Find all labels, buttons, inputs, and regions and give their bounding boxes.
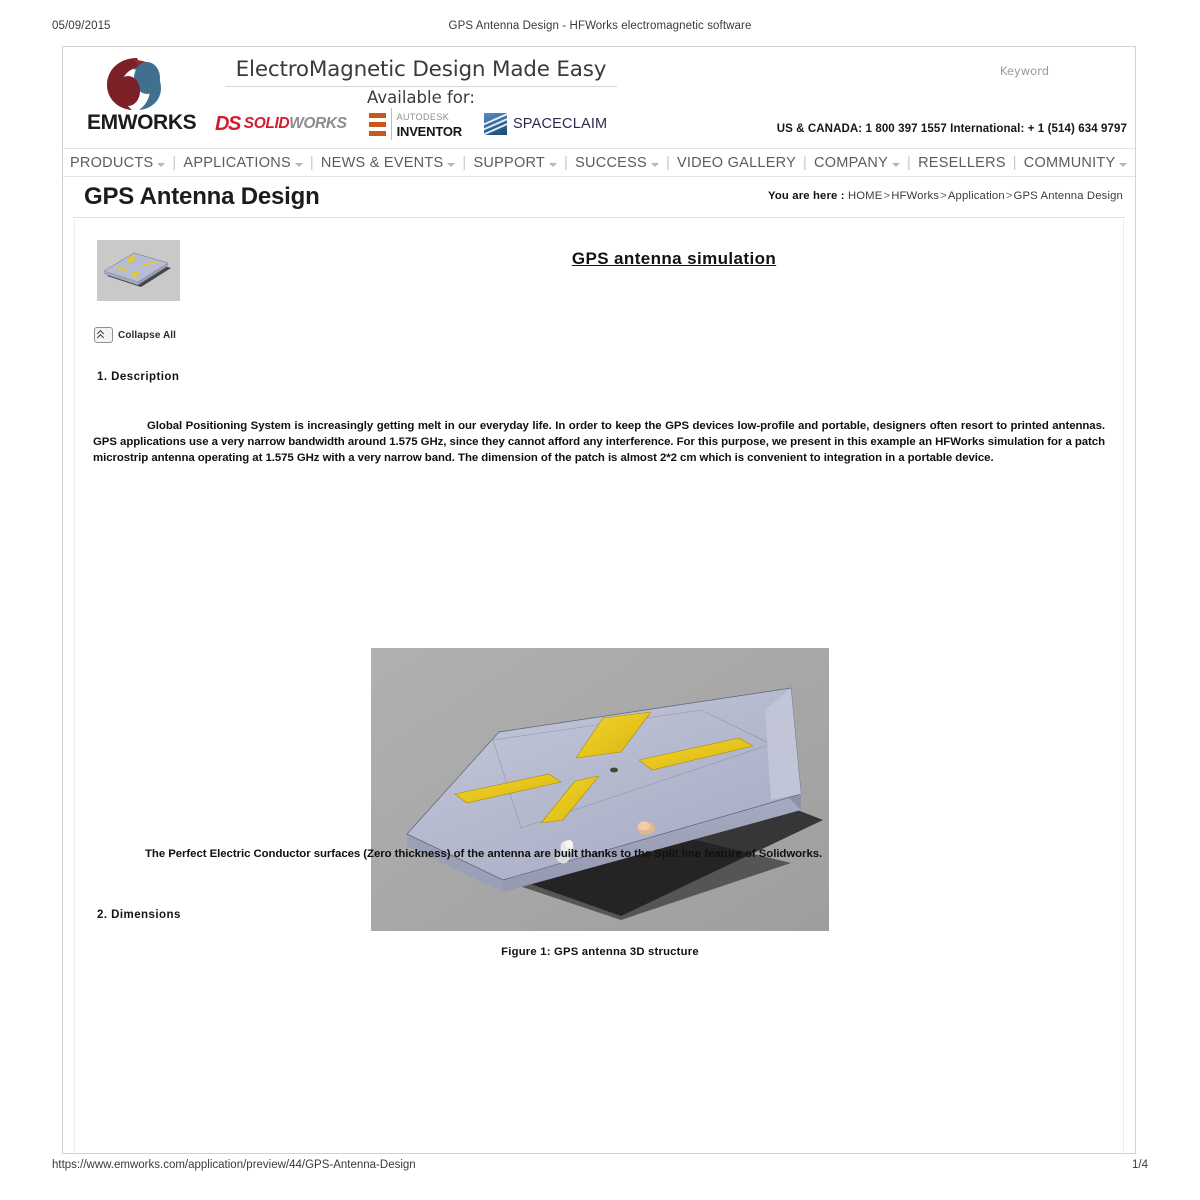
nav-item-success[interactable] <box>575 155 659 171</box>
nav-label: PRODUCTS <box>70 154 154 171</box>
site-header <box>63 47 1135 148</box>
antenna-3d-render <box>371 648 829 931</box>
nav-item-news-events[interactable] <box>321 155 456 171</box>
nav-separator: | <box>665 154 670 171</box>
nav-item-applications[interactable] <box>183 155 302 171</box>
nav-separator: | <box>564 154 569 171</box>
nav-item-community[interactable] <box>1024 155 1128 171</box>
nav-separator: | <box>462 154 467 171</box>
title-band <box>63 177 1135 219</box>
inventor-label: INVENTOR <box>396 124 462 139</box>
print-footer <box>0 1159 1200 1175</box>
nav-label: COMMUNITY <box>1023 154 1116 171</box>
tagline: ElectroMagnetic Design Made Easy <box>235 57 607 82</box>
title-divider <box>73 217 1125 218</box>
article-thumbnail[interactable] <box>97 240 180 301</box>
section-heading-dimensions: 2. Dimensions <box>97 909 181 921</box>
autodesk-label: AUTODESK <box>396 112 450 122</box>
chevron-down-icon <box>892 163 900 167</box>
chevron-down-icon <box>295 163 303 167</box>
solidworks-name-red: SOLID <box>243 115 290 132</box>
autodesk-inventor-logo[interactable] <box>369 110 462 138</box>
tagline-divider <box>225 86 617 87</box>
nav-label: NEWS & EVENTS <box>320 154 444 171</box>
breadcrumb <box>768 190 1123 202</box>
contact-phone-numbers: US & CANADA: 1 800 397 1557 International: + 1 (514) 634 9797 <box>776 123 1127 135</box>
nav-label: VIDEO GALLERY <box>676 154 796 171</box>
keyword-search-input[interactable]: Keyword <box>999 64 1049 78</box>
section-heading-description: 1. Description <box>97 371 180 383</box>
nav-label: APPLICATIONS <box>183 154 291 171</box>
nav-item-resellers[interactable] <box>918 155 1006 171</box>
emworks-swirl-icon <box>101 54 173 116</box>
breadcrumb-separator: > <box>940 190 947 202</box>
solidworks-ds-mark: DS <box>215 112 240 135</box>
nav-separator: | <box>309 154 314 171</box>
collapse-all-label: Collapse All <box>118 329 177 341</box>
chevron-down-icon <box>447 163 455 167</box>
nav-item-video-gallery[interactable] <box>677 155 796 171</box>
content-right-border <box>1123 219 1124 1154</box>
print-document-title: GPS Antenna Design - HFWorks electromagnetic software <box>448 20 752 32</box>
partner-logos <box>215 110 607 138</box>
breadcrumb-separator: > <box>883 190 891 202</box>
pec-note-paragraph: The Perfect Electric Conductor surfaces (Zero thickness) of the antenna are built thanks to the Split line feature of Solidworks. <box>145 848 823 860</box>
emworks-logo[interactable] <box>87 54 227 142</box>
spaceclaim-mark-icon <box>484 113 507 135</box>
figure-gps-antenna-3d <box>371 648 829 931</box>
nav-separator: | <box>1012 154 1017 171</box>
nav-label: RESELLERS <box>918 154 1006 171</box>
inventor-mark-icon <box>369 113 386 136</box>
breadcrumb-item-home[interactable]: HOME <box>847 190 883 202</box>
breadcrumb-separator: > <box>1005 190 1013 202</box>
chevron-down-icon <box>157 163 165 167</box>
nav-label: COMPANY <box>814 154 889 171</box>
antenna-thumbnail-image <box>97 240 180 301</box>
printed-page <box>62 46 1136 1154</box>
breadcrumb-item-current: GPS Antenna Design <box>1013 190 1123 202</box>
spaceclaim-label: SPACECLAIM <box>512 116 608 132</box>
solidworks-name-grey: WORKS <box>289 115 347 132</box>
print-url: https://www.emworks.com/application/preview/44/GPS-Antenna-Design <box>52 1159 416 1171</box>
simulation-heading: GPS antenna simulation <box>571 249 777 268</box>
chevron-down-icon <box>549 163 557 167</box>
print-header <box>0 20 1200 36</box>
nav-separator: | <box>803 154 808 171</box>
chevron-down-icon <box>651 163 659 167</box>
breadcrumb-item-application[interactable]: Application <box>947 190 1005 202</box>
collapse-all-button[interactable] <box>94 327 176 343</box>
print-page-number: 1/4 <box>1132 1159 1148 1171</box>
available-for-label: Available for: <box>367 88 475 107</box>
main-navigation <box>63 148 1135 177</box>
print-date: 05/09/2015 <box>52 20 111 32</box>
nav-separator: | <box>907 154 912 171</box>
nav-label: SUPPORT <box>473 154 546 171</box>
figure-caption: Figure 1: GPS antenna 3D structure <box>501 946 699 958</box>
nav-item-support[interactable] <box>473 155 557 171</box>
emworks-wordmark: EMWORKS <box>87 111 197 134</box>
chevron-down-icon <box>1119 163 1127 167</box>
content-left-border <box>74 219 75 1154</box>
breadcrumb-lead: You are here : <box>768 190 845 202</box>
chevron-double-up-icon <box>94 327 113 343</box>
solidworks-logo[interactable] <box>215 110 347 138</box>
page-title: GPS Antenna Design <box>84 183 320 210</box>
spaceclaim-logo[interactable] <box>484 110 607 138</box>
nav-item-products[interactable] <box>70 155 165 171</box>
nav-separator: | <box>172 154 177 171</box>
breadcrumb-item-hfworks[interactable]: HFWorks <box>891 190 940 202</box>
nav-label: SUCCESS <box>575 154 647 171</box>
article-content <box>63 219 1135 1154</box>
nav-item-company[interactable] <box>814 155 900 171</box>
description-paragraph: Global Positioning System is increasingly getting melt in our everyday life. In order to keep the GPS devices low-profile and portable, designers often resort to printed antennas. GPS applications use a very narrow bandwidth around 1.575 GHz, since they cannot afford any interference. For this purpose, we present in this example an HFWorks simulation for a patch microstrip antenna operating at 1.575 GHz with a very narrow band. The dimension of the patch is almost 2*2 cm which is convenient to integration in a portable device. <box>93 420 1105 464</box>
